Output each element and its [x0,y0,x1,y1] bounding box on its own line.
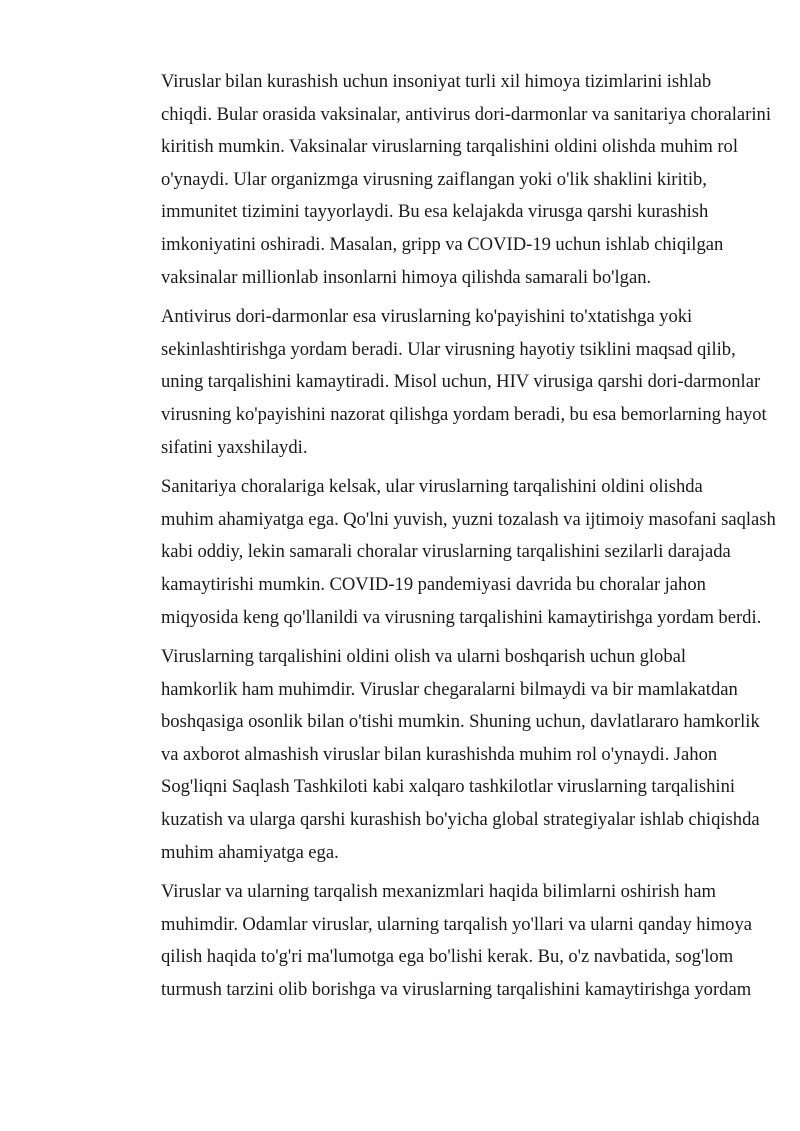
text-line: hamkorlik ham muhimdir. Viruslar chegaralarni bilmaydi va bir mamlakatdan [161,678,738,700]
text-line: Viruslarning tarqalishini oldini olish va ularni boshqarish uchun global [161,646,687,668]
text-line: kuzatish va ularga qarshi kurashish bo'yicha global strategiyalar ishlab chiqishda [161,809,760,831]
text-line: kiritish mumkin. Vaksinalar viruslarning tarqalishini oldini olishda muhim rol [161,136,738,158]
text-line: kabi oddiy, lekin samarali choralar viruslarning tarqalishini sezilarli darajada [161,541,731,563]
text-line: virusning ko'payishini nazorat qilishga yordam beradi, bu esa bemorlarning hayot [161,403,767,425]
document-body [115,66,776,1014]
text-line: boshqasiga osonlik bilan o'tishi mumkin. Shuning uchun, davlatlararo hamkorlik [161,711,760,733]
text-line: immunitet tizimini tayyorlaydi. Bu esa kelajakda virusga qarshi kurashish [161,201,709,223]
text-line: vaksinalar millionlab insonlarni himoya qilishda samarali bo'lgan. [161,266,652,288]
text-line: sekinlashtirishga yordam beradi. Ular virusning hayotiy tsiklini maqsad qilib, [161,338,736,360]
text-line: turmush tarzini olib borishga va viruslarning tarqalishini kamaytirishga yordam [161,979,752,1001]
text-line: muhim ahamiyatga ega. Qo'lni yuvish, yuzni tozalash va ijtimoiy masofani saqlash [161,508,776,530]
text-line: Viruslar va ularning tarqalish mexanizmlari haqida bilimlarni oshirish ham [161,881,716,903]
text-line: Antivirus dori-darmonlar esa viruslarning ko'payishini to'xtatishga yoki [161,306,693,328]
paragraph-awareness [115,876,753,1006]
text-line: uning tarqalishini kamaytiradi. Misol uchun, HIV virusiga qarshi dori-darmonlar [161,371,761,393]
text-line: o'ynaydi. Ular organizmga virusning zaiflangan yoki o'lik shaklini kiritib, [161,168,707,190]
text-line: chiqdi. Bular orasida vaksinalar, antivirus dori-darmonlar va sanitariya choralarini [161,103,772,125]
paragraph-vaccines [115,66,772,294]
text-line: Sanitariya choralariga kelsak, ular viruslarning tarqalishini oldini olishda [161,476,703,498]
text-line: sifatini yaxshilaydi. [161,436,308,458]
paragraph-sanitation [115,471,776,634]
text-line: muhimdir. Odamlar viruslar, ularning tarqalish yo'llari va ularni qanday himoya [161,913,753,935]
paragraph-global-cooperation [115,641,760,869]
text-line: qilish haqida to'g'ri ma'lumotga ega bo'lishi kerak. Bu, o'z navbatida, sog'lom [161,946,734,968]
text-line: imkoniyatini oshiradi. Masalan, gripp va COVID-19 uchun ishlab chiqilgan [161,233,724,255]
text-line: miqyosida keng qo'llanildi va virusning tarqalishini kamaytirishga yordam berdi. [161,606,762,628]
text-line: muhim ahamiyatga ega. [161,841,339,863]
paragraph-antivirals [115,301,767,464]
text-line: Viruslar bilan kurashish uchun insoniyat turli xil himoya tizimlarini ishlab [161,71,712,92]
text-line: va axborot almashish viruslar bilan kurashishda muhim rol o'ynaydi. Jahon [161,743,718,765]
text-line: Sog'liqni Saqlash Tashkiloti kabi xalqaro tashkilotlar viruslarning tarqalishini [161,776,736,798]
text-line: kamaytirishi mumkin. COVID-19 pandemiyasi davrida bu choralar jahon [161,573,706,595]
